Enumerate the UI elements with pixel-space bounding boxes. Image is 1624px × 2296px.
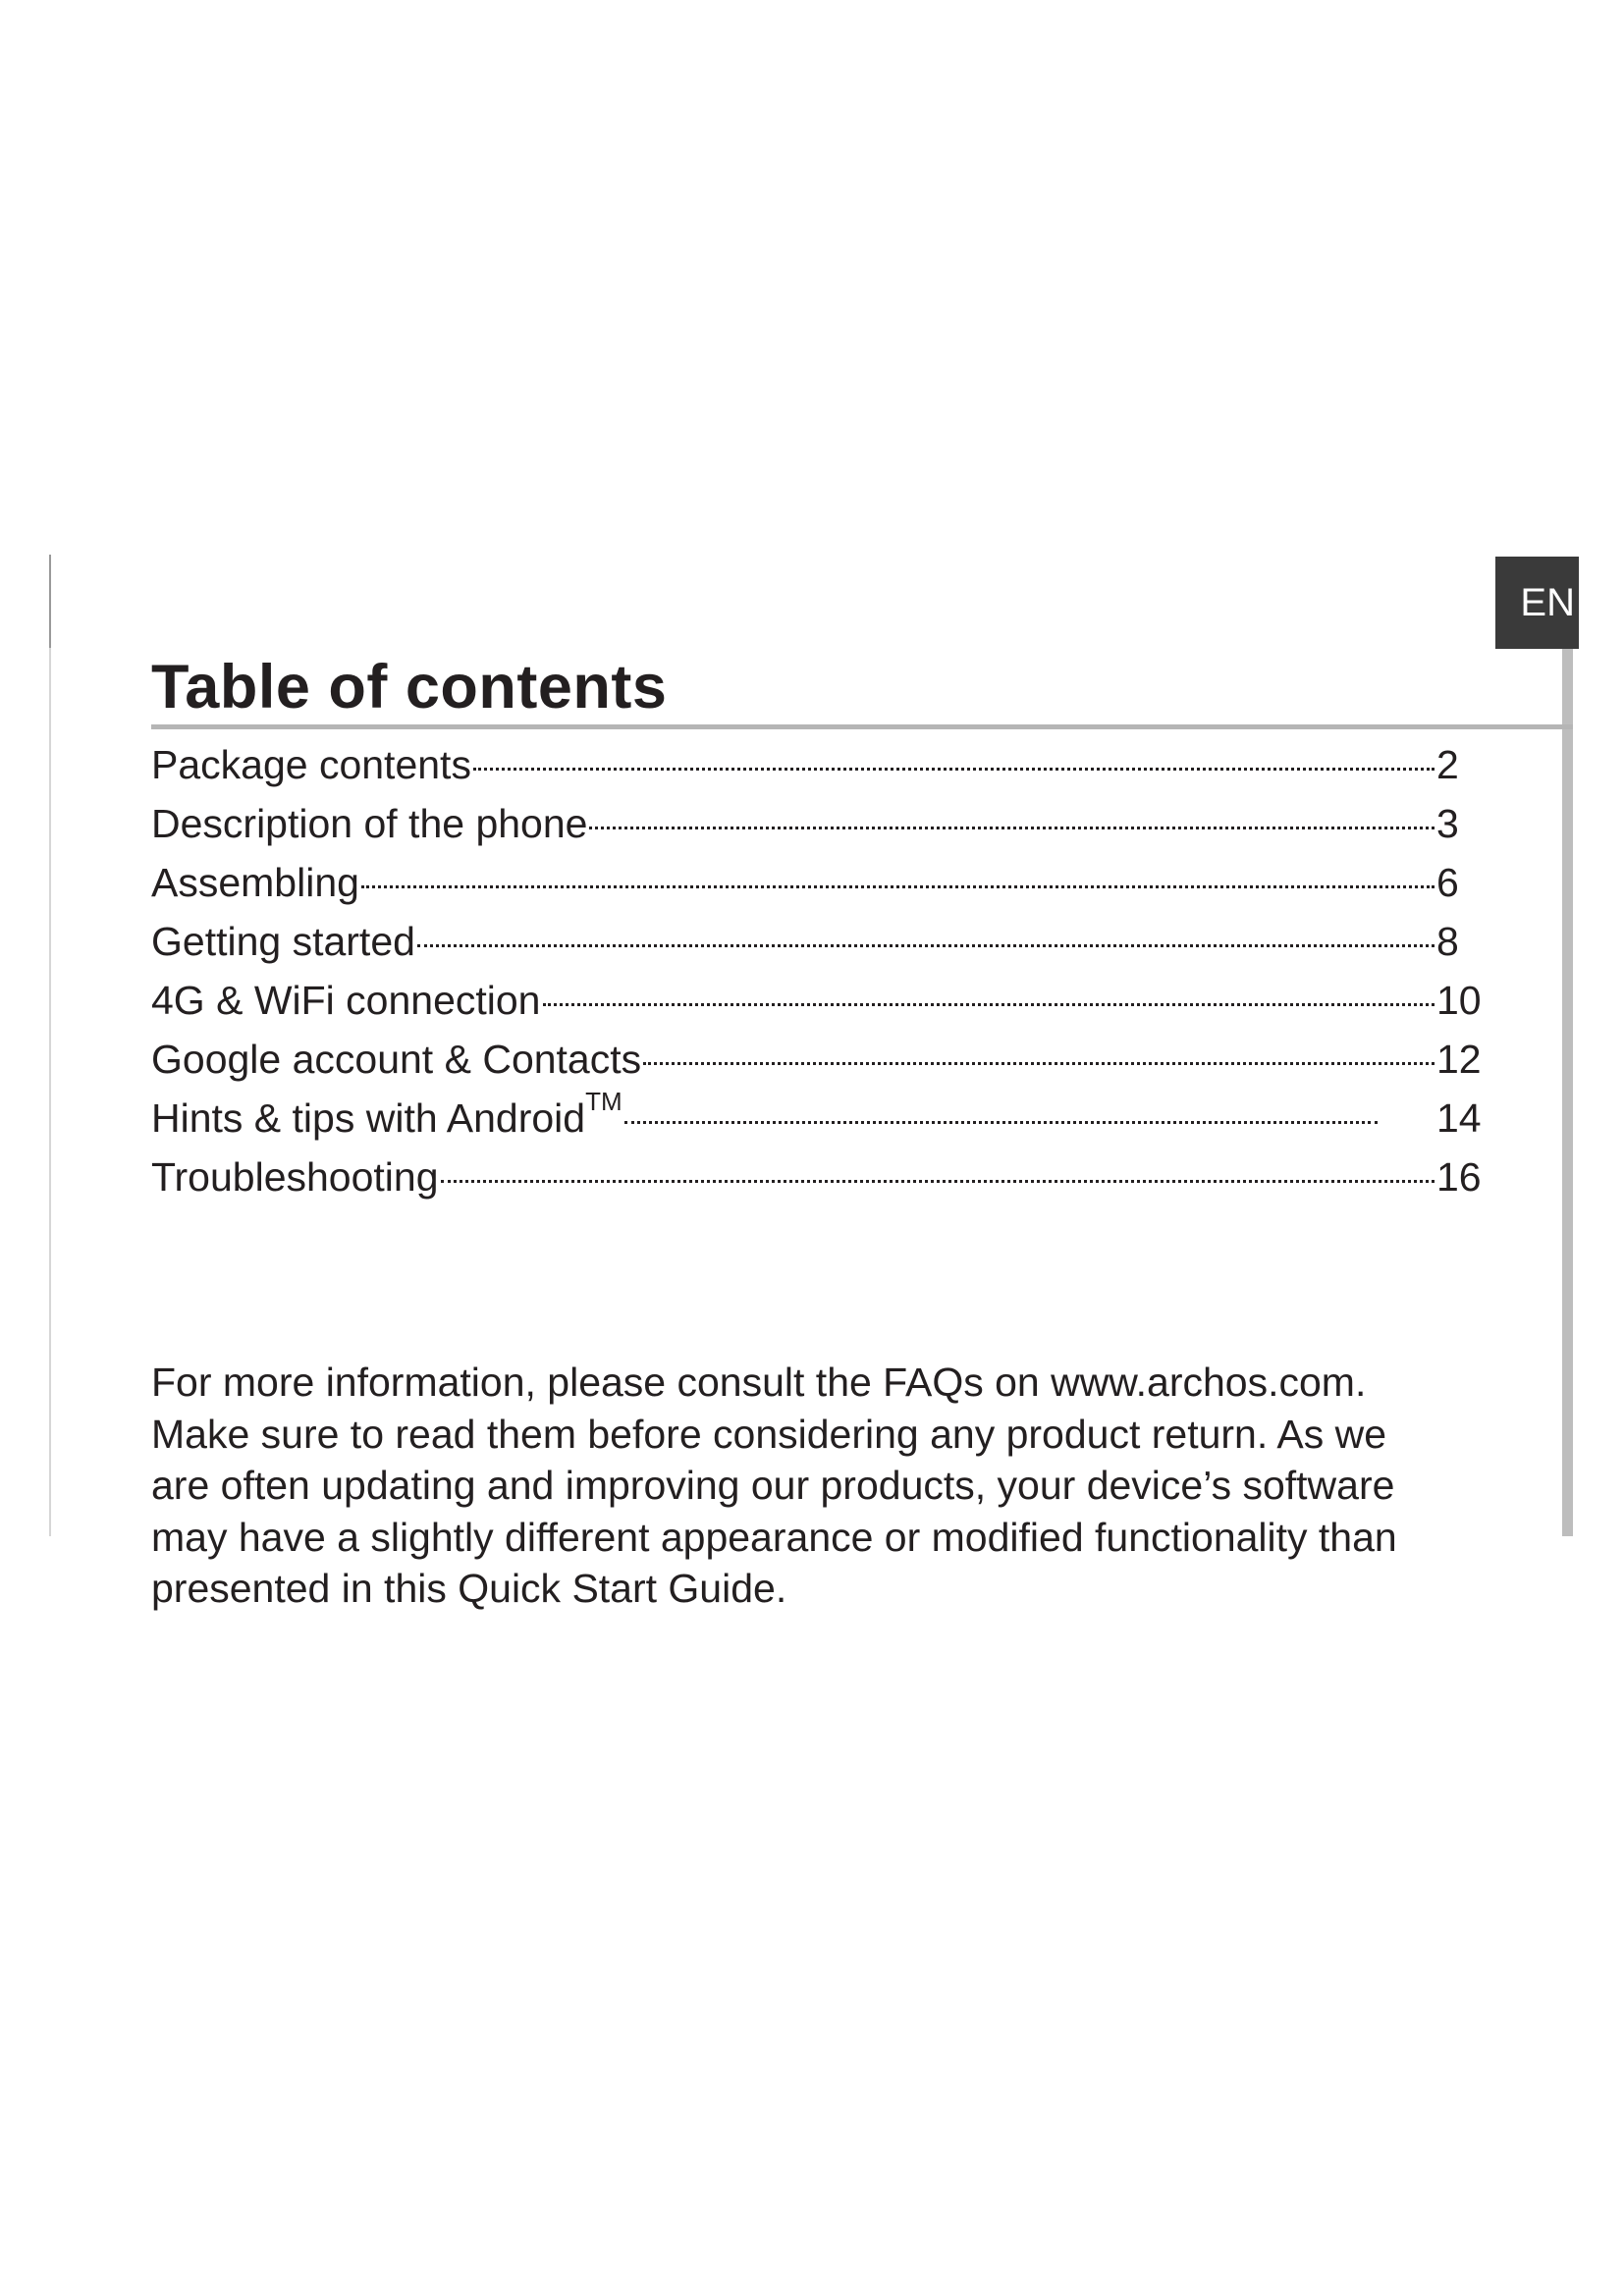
toc-entry-label: 4G & WiFi connection [151, 978, 541, 1023]
toc-dot-leader [473, 766, 1435, 771]
toc-dot-leader [643, 1060, 1435, 1065]
toc-page-number: 6 [1436, 860, 1459, 905]
info-line: For more information, please consult the FAQs on www.archos.com. [151, 1360, 1367, 1405]
toc-entry-label: Getting started [151, 919, 415, 964]
toc-dot-leader [441, 1178, 1435, 1183]
info-paragraph [151, 1357, 1526, 1615]
trademark-superscript: TM [585, 1087, 623, 1116]
toc-entry-troubleshooting[interactable] [151, 1148, 1482, 1206]
toc-entry-hints-tips-android[interactable] [151, 1089, 1482, 1148]
left-margin-line-accent [49, 555, 51, 648]
toc-entry-label [151, 1089, 623, 1148]
toc-entry-package-contents[interactable] [151, 735, 1482, 794]
info-line: presented in this Quick Start Guide. [151, 1566, 787, 1611]
toc-entry-description-of-the-phone[interactable] [151, 794, 1482, 853]
toc-page-number: 2 [1436, 742, 1459, 787]
title-divider [151, 724, 1573, 729]
table-of-contents [151, 735, 1482, 1206]
info-line: are often updating and improving our products, your device’s software [151, 1463, 1395, 1508]
toc-page-number: 10 [1436, 978, 1482, 1023]
toc-page-number: 12 [1436, 1037, 1482, 1082]
toc-entry-label-text: Hints & tips with Android [151, 1095, 586, 1141]
toc-page-number: 14 [1436, 1095, 1482, 1141]
toc-page-number: 3 [1436, 801, 1459, 846]
toc-entry-label: Assembling [151, 860, 359, 905]
info-line: Make sure to read them before considering any product return. As we [151, 1411, 1387, 1457]
language-tab-label: EN [1520, 581, 1575, 624]
toc-entry-label: Description of the phone [151, 801, 588, 846]
toc-entry-google-account-contacts[interactable] [151, 1030, 1482, 1089]
left-margin-line [49, 555, 51, 1536]
toc-page-number: 16 [1436, 1154, 1482, 1200]
toc-dot-leader [417, 942, 1435, 947]
toc-entry-assembling[interactable] [151, 853, 1482, 912]
info-line: may have a slightly different appearance or modified functionality than [151, 1514, 1397, 1560]
toc-entry-4g-wifi-connection[interactable] [151, 971, 1482, 1030]
toc-entry-getting-started[interactable] [151, 912, 1482, 971]
toc-dot-leader [589, 825, 1435, 829]
toc-dot-leader [543, 1001, 1435, 1006]
toc-page-number: 8 [1436, 919, 1459, 964]
language-tab [1495, 557, 1579, 649]
toc-entry-label: Package contents [151, 742, 471, 787]
right-margin-bar [1562, 648, 1573, 1536]
page-title: Table of contents [151, 653, 668, 721]
toc-entry-label: Google account & Contacts [151, 1037, 642, 1082]
toc-dot-leader [624, 1119, 1378, 1124]
toc-dot-leader [361, 883, 1435, 888]
toc-entry-label: Troubleshooting [151, 1154, 439, 1200]
